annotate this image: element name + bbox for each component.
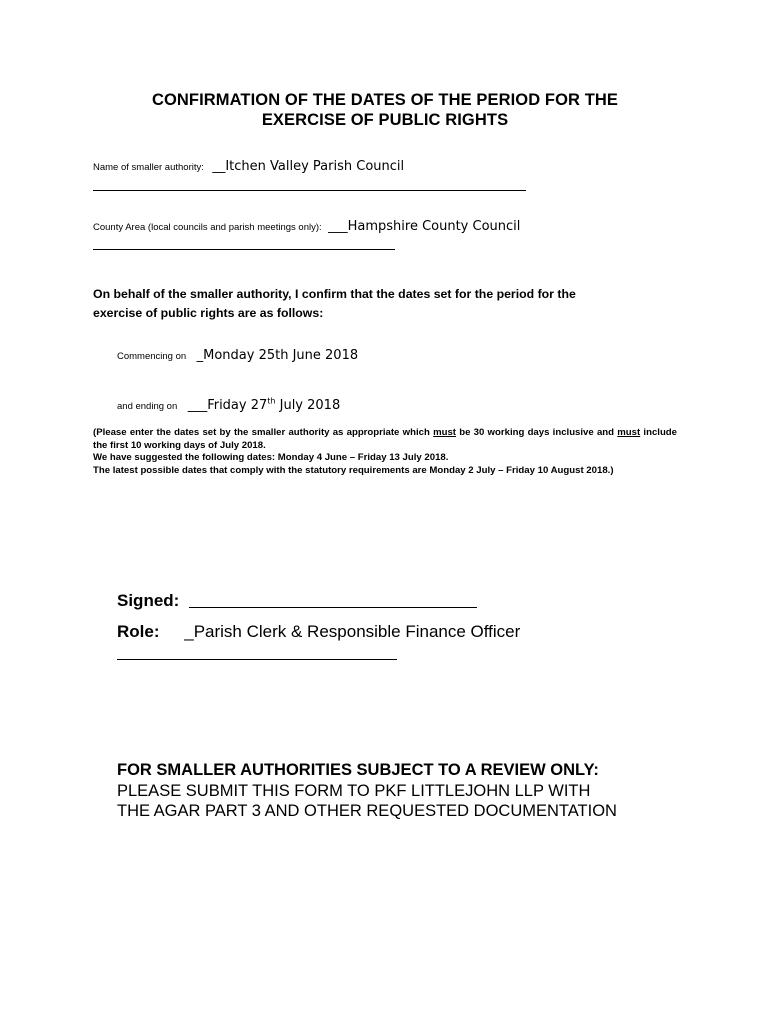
note-must-2: must [617, 427, 641, 438]
note-p1-part-a: (Please enter the dates set by the smaller authority as appropriate which [93, 427, 434, 438]
ending-value-sup: th [267, 396, 276, 406]
ending-row [117, 396, 340, 414]
ending-label: and ending on [117, 401, 178, 412]
authority-value[interactable]: Itchen Valley Parish Council [225, 159, 405, 174]
commencing-value[interactable]: Monday 25th June 2018 [203, 348, 359, 363]
county-row [93, 217, 520, 235]
role-underline [117, 659, 397, 660]
signature-line[interactable] [189, 607, 477, 608]
role-row [117, 622, 520, 642]
instructions-note [93, 427, 677, 477]
role-value[interactable]: _Parish Clerk & Responsible Finance Officer [184, 622, 521, 641]
note-must-1: must [433, 427, 456, 438]
ending-value-post: July 2018 [275, 398, 341, 413]
note-paragraph-1 [93, 427, 677, 452]
county-underline [93, 249, 395, 250]
statement-line-1: On behalf of the smaller authority, I confirm that the dates set for the period for the [93, 287, 576, 301]
authority-row [93, 157, 404, 175]
footer-line-3: THE AGAR PART 3 AND OTHER REQUESTED DOCUMENTATION [117, 802, 617, 820]
county-label: County Area (local councils and parish meetings only): [93, 222, 322, 233]
note-p1-part-b: be 30 working days inclusive and [455, 427, 618, 438]
ending-prefix: ___ [187, 398, 208, 413]
county-prefix: ___ [328, 219, 348, 234]
title-line-2: EXERCISE OF PUBLIC RIGHTS [261, 111, 509, 129]
statement-line-2: exercise of public rights are as follows: [93, 306, 324, 320]
authority-underline [93, 190, 526, 191]
footer-line-2: PLEASE SUBMIT THIS FORM TO PKF LITTLEJOHN LLP WITH [117, 781, 591, 800]
commencing-row [117, 346, 358, 364]
ending-value-pre: Friday 27 [207, 398, 268, 413]
authority-label: Name of smaller authority: [93, 162, 204, 173]
ending-value[interactable] [207, 398, 340, 413]
note-p1-part-c: include the first 10 working days of July 2018. [93, 427, 678, 451]
signed-label: Signed: [117, 591, 180, 610]
footer-line-1: FOR SMALLER AUTHORITIES SUBJECT TO A REVIEW ONLY: [117, 761, 599, 779]
county-value[interactable]: Hampshire County Council [347, 219, 521, 234]
note-paragraph-3: The latest possible dates that comply with the statutory requirements are Monday 2 July – Friday 10 August 2018.) [93, 464, 614, 476]
commencing-prefix: _ [196, 348, 204, 363]
commencing-label: Commencing on [117, 351, 187, 362]
note-paragraph-2: We have suggested the following dates: Monday 4 June – Friday 13 July 2018. [93, 452, 449, 463]
title-line-1: CONFIRMATION OF THE DATES OF THE PERIOD FOR THE [151, 91, 619, 109]
form-title [80, 90, 690, 130]
role-label: Role: [117, 622, 160, 641]
authority-prefix: __ [212, 159, 226, 174]
submission-footer [117, 760, 717, 822]
confirmation-statement [93, 285, 683, 323]
